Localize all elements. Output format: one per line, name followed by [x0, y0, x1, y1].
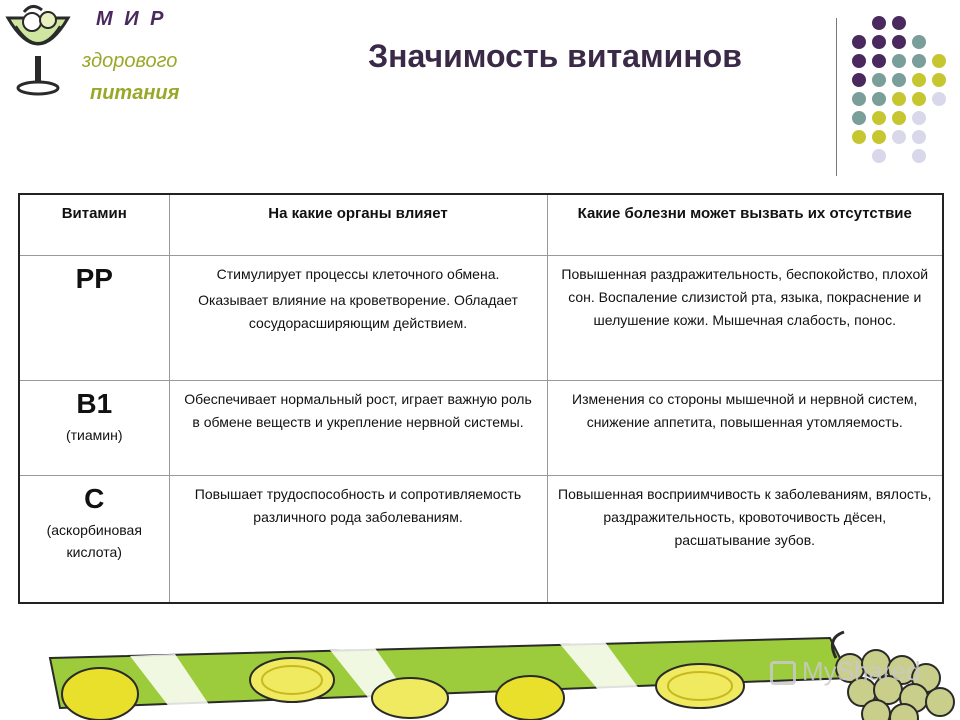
diseases-cell [547, 381, 943, 476]
dot [852, 54, 866, 68]
dot [912, 73, 926, 87]
dot [872, 54, 886, 68]
dot [892, 130, 906, 144]
dot [852, 130, 866, 144]
dot [892, 92, 906, 106]
dot [872, 16, 886, 30]
vitamin-subtitle: (тиамин) [65, 427, 123, 443]
dot [932, 92, 946, 106]
header-diseases: Какие болезни может вызвать их отсутствие [547, 194, 943, 256]
dot [852, 35, 866, 49]
dot [912, 111, 926, 125]
dot [912, 35, 926, 49]
glass-logo-icon [2, 0, 74, 100]
organs-text: Стимулирует процессы клеточного обмена. [216, 266, 500, 282]
page-title: Значимость витаминов [368, 38, 742, 74]
dot [892, 54, 906, 68]
myshared-logo-icon [770, 661, 796, 685]
dot [932, 73, 946, 87]
dot [912, 54, 926, 68]
dot [892, 35, 906, 49]
vitamin-name: B1 [76, 388, 113, 419]
vitamin-cell [19, 476, 169, 604]
dot [892, 16, 906, 30]
organs-text: Обеспечивает нормальный рост, играет важную роль в обмене веществ и укрепление нервной системы. [184, 391, 532, 430]
dot [892, 111, 906, 125]
watermark [770, 656, 921, 687]
dot [852, 73, 866, 87]
diseases-text: Повышенная восприимчивость к заболеваниям, вялость, раздражительность, кровоточивость дёсен, расшатывание зубов. [558, 486, 932, 548]
vitamin-name: C [84, 483, 105, 514]
dot [852, 92, 866, 106]
vitamin-subtitle: (аскорбиновая кислота) [46, 522, 142, 560]
vitamin-cell [19, 256, 169, 381]
vitamin-name: PP [75, 263, 113, 294]
title-divider [836, 18, 837, 176]
dot [872, 149, 886, 163]
dot [892, 73, 906, 87]
dot [872, 111, 886, 125]
diseases-cell [547, 476, 943, 604]
dot [872, 35, 886, 49]
brand-line-zdorovogo: здорового [82, 50, 178, 72]
dot [852, 111, 866, 125]
organs-cell [169, 256, 547, 381]
organs-text: Оказывает влияние на кроветворение. Обладает сосудорасширяющим действием. [198, 292, 518, 331]
diseases-cell [547, 256, 943, 381]
organs-cell [169, 381, 547, 476]
watermark-text: MyShared [802, 656, 921, 686]
dot [912, 130, 926, 144]
header-organs: На какие органы влияет [169, 194, 547, 256]
dot [932, 54, 946, 68]
vitamins-table [18, 193, 944, 604]
organs-cell [169, 476, 547, 604]
dot [912, 92, 926, 106]
brand-line-mir: М И Р [96, 8, 167, 30]
header-vitamin: Витамин [19, 194, 169, 256]
diseases-text: Изменения со стороны мышечной и нервной систем, снижение аппетита, повышенная утомляемость. [572, 391, 918, 430]
dot [912, 149, 926, 163]
brand-line-pitaniya: питания [90, 82, 180, 104]
dot [872, 130, 886, 144]
decorative-dot-grid-icon [852, 14, 952, 154]
table-row-b1 [19, 381, 943, 476]
table-row-c [19, 476, 943, 604]
table-row-pp [19, 256, 943, 381]
dot [872, 92, 886, 106]
vitamin-cell [19, 381, 169, 476]
diseases-text: Повышенная раздражительность, беспокойство, плохой сон. Воспаление слизистой рта, языка, покраснение и шелушение кожи. Мышечная слабость, понос. [561, 266, 929, 328]
table-header-row [19, 194, 943, 256]
dot [872, 73, 886, 87]
organs-text: Повышает трудоспособность и сопротивляемость различного рода заболеваниям. [194, 486, 522, 525]
